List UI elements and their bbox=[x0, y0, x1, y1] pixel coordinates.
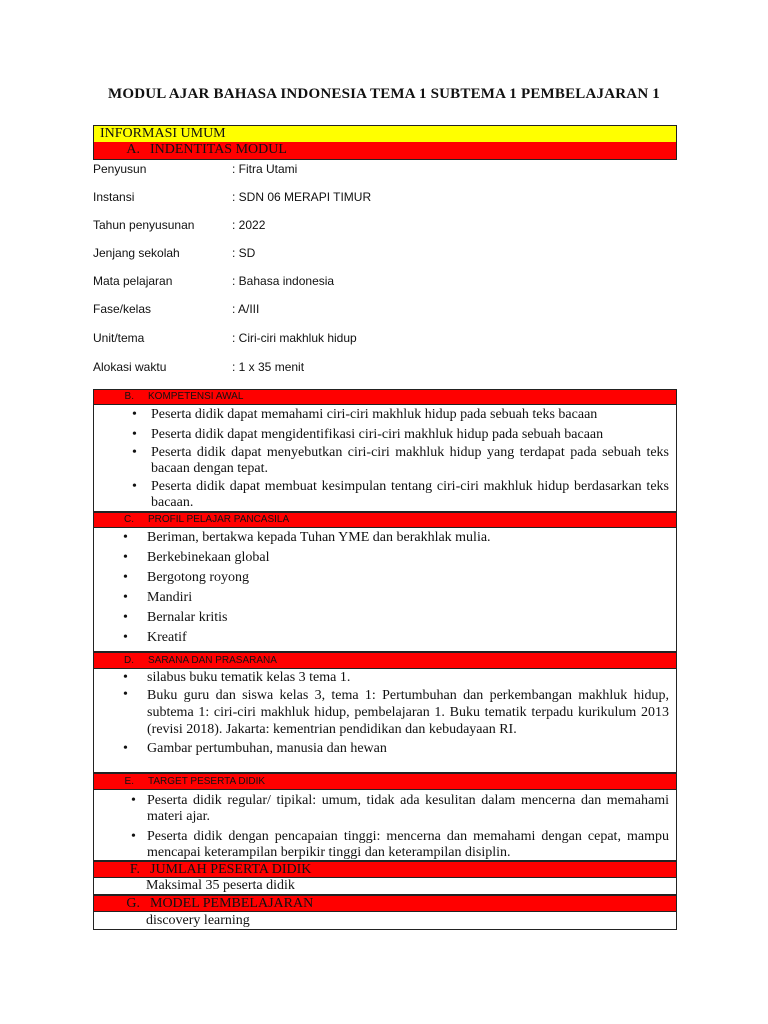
info-label: Mata pelajaran bbox=[93, 274, 173, 288]
list-item bbox=[94, 741, 676, 757]
bullet-icon: • bbox=[132, 427, 137, 442]
info-value: : Ciri-ciri makhluk hidup bbox=[232, 331, 357, 345]
list-item bbox=[94, 479, 676, 511]
info-value: : Bahasa indonesia bbox=[232, 274, 335, 288]
profil-box bbox=[93, 528, 677, 652]
list-item-text: silabus buku tematik kelas 3 tema 1. bbox=[147, 670, 351, 685]
list-item-text: Peserta didik regular/ tipikal: umum, tidak ada kesulitan dalam mencerna dan memahami materi ajar. bbox=[147, 793, 669, 824]
target-list bbox=[94, 790, 676, 861]
sarana-heading: SARANA DAN PRASARANA bbox=[148, 655, 277, 666]
info-label: Alokasi waktu bbox=[93, 360, 167, 374]
list-item bbox=[94, 687, 676, 738]
bullet-icon: • bbox=[123, 570, 128, 585]
kompetensi-header bbox=[93, 389, 677, 405]
info-label: Instansi bbox=[93, 190, 135, 204]
bullet-icon: • bbox=[131, 793, 136, 808]
bullet-icon: • bbox=[123, 550, 128, 565]
info-label: Jenjang sekolah bbox=[93, 246, 180, 260]
list-item bbox=[94, 550, 676, 566]
sarana-header bbox=[93, 652, 677, 669]
identitas-heading: INDENTITAS MODUL bbox=[150, 142, 287, 157]
kompetensi-box bbox=[93, 405, 677, 512]
bullet-icon: • bbox=[123, 741, 128, 756]
identitas-letter: A. bbox=[126, 142, 140, 157]
sarana-box bbox=[93, 669, 677, 773]
list-item-text: Peserta didik dengan pencapaian tinggi: mencerna dan memahami dengan cepat, mampu mencapai keterampilan berpikir tinggi dan keterampilan disiplin. bbox=[147, 829, 669, 860]
list-item-text: Bergotong royong bbox=[147, 570, 250, 585]
list-item bbox=[94, 407, 676, 423]
bullet-icon: • bbox=[132, 407, 137, 422]
model-box bbox=[93, 912, 677, 930]
list-item-text: Berkebinekaan global bbox=[147, 550, 270, 565]
jumlah-box bbox=[93, 878, 677, 895]
profil-list bbox=[94, 528, 676, 646]
sarana-letter: D. bbox=[124, 655, 134, 666]
document-title: MODUL AJAR BAHASA INDONESIA TEMA 1 SUBTEMA 1 PEMBELAJARAN 1 bbox=[107, 86, 661, 102]
informasi-umum-label: INFORMASI UMUM bbox=[100, 126, 226, 141]
list-item-text: Peserta didik dapat memahami ciri-ciri makhluk hidup pada sebuah teks bacaan bbox=[151, 407, 598, 422]
target-header bbox=[93, 773, 677, 790]
jumlah-header bbox=[93, 861, 677, 878]
list-item-text: Gambar pertumbuhan, manusia dan hewan bbox=[147, 741, 387, 756]
info-value: : A/III bbox=[232, 302, 260, 316]
list-item bbox=[94, 590, 676, 606]
kompetensi-list bbox=[94, 405, 676, 511]
list-item bbox=[94, 610, 676, 626]
list-item bbox=[94, 630, 676, 646]
list-item bbox=[94, 793, 676, 825]
bullet-icon: • bbox=[123, 670, 128, 685]
list-item-text: Peserta didik dapat mengidentifikasi ciri-ciri makhluk hidup pada sebuah bacaan bbox=[151, 427, 604, 442]
list-item bbox=[94, 570, 676, 586]
identitas-header bbox=[93, 142, 677, 160]
info-value: : SD bbox=[232, 246, 256, 260]
profil-header bbox=[93, 512, 677, 528]
bullet-icon: • bbox=[132, 445, 137, 460]
kompetensi-letter: B. bbox=[124, 391, 134, 402]
list-item bbox=[94, 670, 676, 686]
jumlah-letter: F. bbox=[129, 862, 140, 877]
list-item-text: Bernalar kritis bbox=[147, 610, 228, 625]
model-header bbox=[93, 895, 677, 912]
model-value: discovery learning bbox=[146, 913, 250, 928]
list-item bbox=[94, 829, 676, 861]
bullet-icon: • bbox=[123, 687, 128, 702]
list-item-text: Buku guru dan siswa kelas 3, tema 1: Pertumbuhan dan perkembangan makhluk hidup, subtema 1: ciri-ciri makhluk hidup, pembelajaran 1. Buku tematik terpadu kurikulum 2013 (revisi 2018). Jakarta: kementrian pendidikan dan kebudayaan RI. bbox=[147, 688, 669, 737]
model-letter: G. bbox=[126, 896, 140, 911]
target-letter: E. bbox=[124, 776, 134, 787]
info-value: : 2022 bbox=[232, 218, 266, 232]
list-item bbox=[94, 427, 676, 443]
bullet-icon: • bbox=[123, 530, 128, 545]
list-item bbox=[94, 445, 676, 477]
bullet-icon: • bbox=[123, 630, 128, 645]
bullet-icon: • bbox=[131, 829, 136, 844]
info-label: Fase/kelas bbox=[93, 302, 152, 316]
informasi-umum-header bbox=[93, 125, 677, 143]
sarana-list bbox=[94, 669, 676, 757]
info-value: : Fitra Utami bbox=[232, 162, 298, 176]
info-label: Unit/tema bbox=[93, 331, 145, 345]
info-value: : 1 x 35 menit bbox=[232, 360, 305, 374]
info-value: : SDN 06 MERAPI TIMUR bbox=[232, 190, 372, 204]
list-item-text: Peserta didik dapat menyebutkan ciri-ciri makhluk hidup yang terdapat pada sebuah teks bacaan dengan tepat. bbox=[151, 445, 669, 476]
info-label: Penyusun bbox=[93, 162, 147, 176]
info-label: Tahun penyusunan bbox=[93, 218, 195, 232]
target-heading: TARGET PESERTA DIDIK bbox=[148, 776, 266, 787]
list-item-text: Kreatif bbox=[147, 630, 187, 645]
list-item bbox=[94, 530, 676, 546]
profil-letter: C. bbox=[124, 514, 134, 525]
profil-heading: PROFIL PELAJAR PANCASILA bbox=[148, 514, 290, 525]
model-heading: MODEL PEMBELAJARAN bbox=[150, 896, 314, 911]
list-item-text: Mandiri bbox=[147, 590, 193, 605]
kompetensi-heading: KOMPETENSI AWAL bbox=[148, 391, 244, 402]
list-item-text: Peserta didik dapat membuat kesimpulan tentang ciri-ciri makhluk hidup berdasarkan teks bacaan. bbox=[151, 479, 669, 510]
bullet-icon: • bbox=[123, 590, 128, 605]
bullet-icon: • bbox=[132, 479, 137, 494]
bullet-icon: • bbox=[123, 610, 128, 625]
jumlah-heading: JUMLAH PESERTA DIDIK bbox=[150, 862, 312, 877]
list-item-text: Beriman, bertakwa kepada Tuhan YME dan berakhlak mulia. bbox=[147, 530, 491, 545]
target-box bbox=[93, 790, 677, 861]
jumlah-value: Maksimal 35 peserta didik bbox=[146, 878, 295, 893]
